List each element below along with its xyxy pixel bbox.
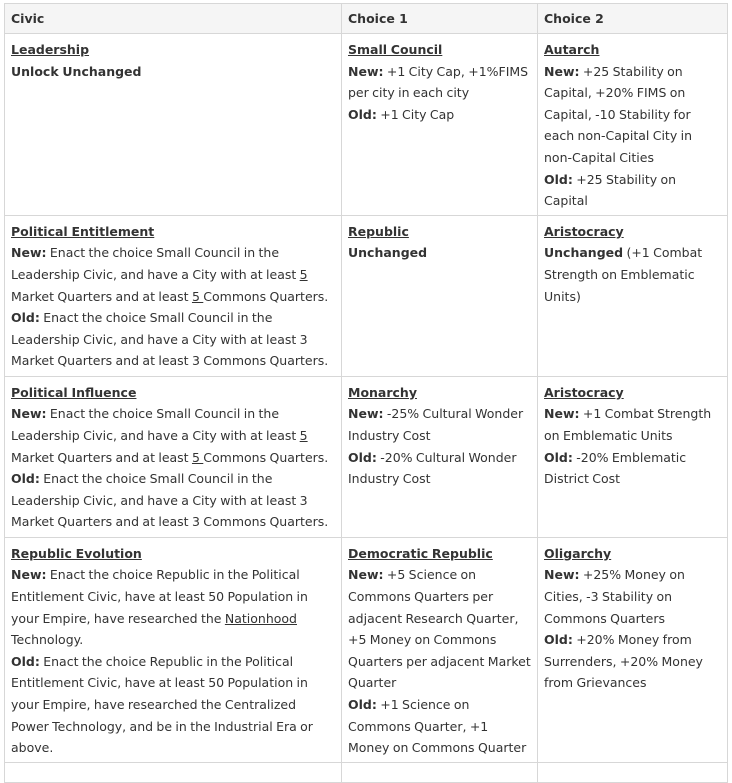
- new-text: +25 Stability on Capital, +20% FIMS on Capital, -10 Stability for each non-Capital City in non-Capital Cities: [544, 63, 692, 165]
- civic-cell: [5, 537, 342, 762]
- choice-note-bold: Unchanged: [544, 245, 624, 261]
- new-text-part: Enact the choice Republic in the Political Entitlement Civic, have at least 50 Population in your Empire, have researched the: [11, 567, 308, 626]
- new-text-part: Commons Quarters.: [203, 288, 329, 304]
- choice1-cell: [342, 537, 538, 762]
- old-text: +20% Money from Surrenders, +20% Money from Grievances: [544, 632, 703, 691]
- commons-quarters-count: 5: [191, 288, 204, 304]
- old-label: Old:: [11, 471, 40, 487]
- new-label: New:: [544, 406, 580, 422]
- header-choice-1: Choice 1: [342, 4, 538, 34]
- civic-title: Republic Evolution: [11, 545, 142, 561]
- new-label: New:: [11, 567, 47, 583]
- new-text-part: Market Quarters and at least: [11, 288, 192, 304]
- old-text: +1 City Cap: [380, 106, 455, 122]
- choice-title: Aristocracy: [544, 223, 624, 239]
- market-quarters-count: 5: [299, 266, 308, 282]
- old-text: +1 Science on Commons Quarter, +1 Money on Commons Quarter: [348, 696, 527, 756]
- choice1-cell: [342, 215, 538, 376]
- choice-title: Monarchy: [348, 384, 417, 400]
- choice-title: Oligarchy: [544, 545, 612, 561]
- new-label: New:: [348, 406, 384, 422]
- civics-changes-table: [4, 3, 728, 783]
- new-label: New:: [544, 567, 580, 583]
- choice2-cell: [538, 762, 728, 782]
- new-text: +5 Science on Commons Quarters per adjacent Research Quarter, +5 Money on Commons Quarters per adjacent Market Quarter: [348, 567, 531, 691]
- old-text: Enact the choice Small Council in the Leadership Civic, and have a City with at least 3 Market Quarters and at least 3 Commons Quarters.: [11, 310, 329, 369]
- commons-quarters-count: 5: [191, 449, 204, 465]
- table-row: [5, 215, 728, 376]
- new-text: +1 City Cap, +1%FIMS per city in each city: [348, 63, 529, 101]
- table-row: [5, 376, 728, 537]
- header-choice-2: Choice 2: [538, 4, 728, 34]
- new-label: New:: [544, 63, 580, 79]
- table-row: [5, 537, 728, 762]
- choice2-cell: [538, 537, 728, 762]
- old-text: Enact the choice Republic in the Political Entitlement Civic, have at least 50 Population in your Empire, have researched the Centralized Power Technology, and be in the Industrial Era or above.: [11, 653, 313, 756]
- new-text-part: Technology.: [11, 632, 84, 648]
- civic-cell: [5, 376, 342, 537]
- choice-note-rest: (+1 Combat Strength on Emblematic Units): [544, 245, 703, 304]
- civic-cell: [5, 762, 342, 782]
- civic-title: Political Entitlement: [11, 223, 155, 239]
- old-label: Old:: [348, 106, 377, 122]
- new-text-part: Enact the choice Small Council in the Leadership Civic, and have a City with at least: [11, 406, 300, 443]
- new-text: +25% Money on Cities, -3 Stability on Commons Quarters: [544, 567, 685, 626]
- new-label: New:: [348, 567, 384, 583]
- header-civic: Civic: [5, 4, 342, 34]
- old-label: Old:: [11, 310, 40, 326]
- old-text: -20% Cultural Wonder Industry Cost: [348, 449, 517, 487]
- choice-title: Autarch: [544, 42, 600, 57]
- table-row: [5, 762, 728, 782]
- civic-note: Unlock Unchanged: [11, 63, 142, 79]
- choice-title: Aristocracy: [544, 384, 624, 400]
- choice2-cell: [538, 34, 728, 216]
- new-text-part: Market Quarters and at least: [11, 449, 192, 465]
- new-label: New:: [11, 245, 47, 261]
- choice1-cell: [342, 34, 538, 216]
- old-text: -20% Emblematic District Cost: [544, 449, 687, 487]
- old-label: Old:: [348, 449, 377, 465]
- choice1-cell: [342, 762, 538, 782]
- civic-cell: [5, 215, 342, 376]
- old-label: Old:: [544, 449, 573, 465]
- new-text-part: Commons Quarters.: [203, 449, 329, 465]
- old-text: +25 Stability on Capital: [544, 171, 677, 209]
- civic-title: Leadership: [11, 42, 90, 57]
- new-label: New:: [11, 406, 47, 422]
- choice2-cell: [538, 215, 728, 376]
- choice1-cell: [342, 376, 538, 537]
- choice-title: Small Council: [348, 42, 443, 57]
- civic-title: Political Influence: [11, 384, 137, 400]
- new-text: +1 Combat Strength on Emblematic Units: [544, 406, 712, 443]
- choice-title: Republic: [348, 223, 409, 239]
- old-label: Old:: [11, 653, 40, 669]
- choice-note: Unchanged: [348, 245, 428, 261]
- table-row: [5, 34, 728, 216]
- choice-title: Democratic Republic: [348, 545, 493, 561]
- new-text: -25% Cultural Wonder Industry Cost: [348, 406, 524, 443]
- civic-cell: [5, 34, 342, 216]
- market-quarters-count: 5: [299, 427, 308, 443]
- new-text-part: Enact the choice Small Council in the Leadership Civic, and have a City with at least: [11, 245, 300, 282]
- nationhood-technology-link[interactable]: Nationhood: [224, 610, 297, 626]
- new-label: New:: [348, 63, 384, 79]
- choice2-cell: [538, 376, 728, 537]
- old-label: Old:: [544, 632, 573, 648]
- old-label: Old:: [348, 696, 377, 712]
- old-label: Old:: [544, 171, 573, 187]
- old-text: Enact the choice Small Council in the Leadership Civic, and have a City with at least 3 Market Quarters and at least 3 Commons Quarters.: [11, 471, 329, 530]
- table-header-row: [5, 4, 728, 34]
